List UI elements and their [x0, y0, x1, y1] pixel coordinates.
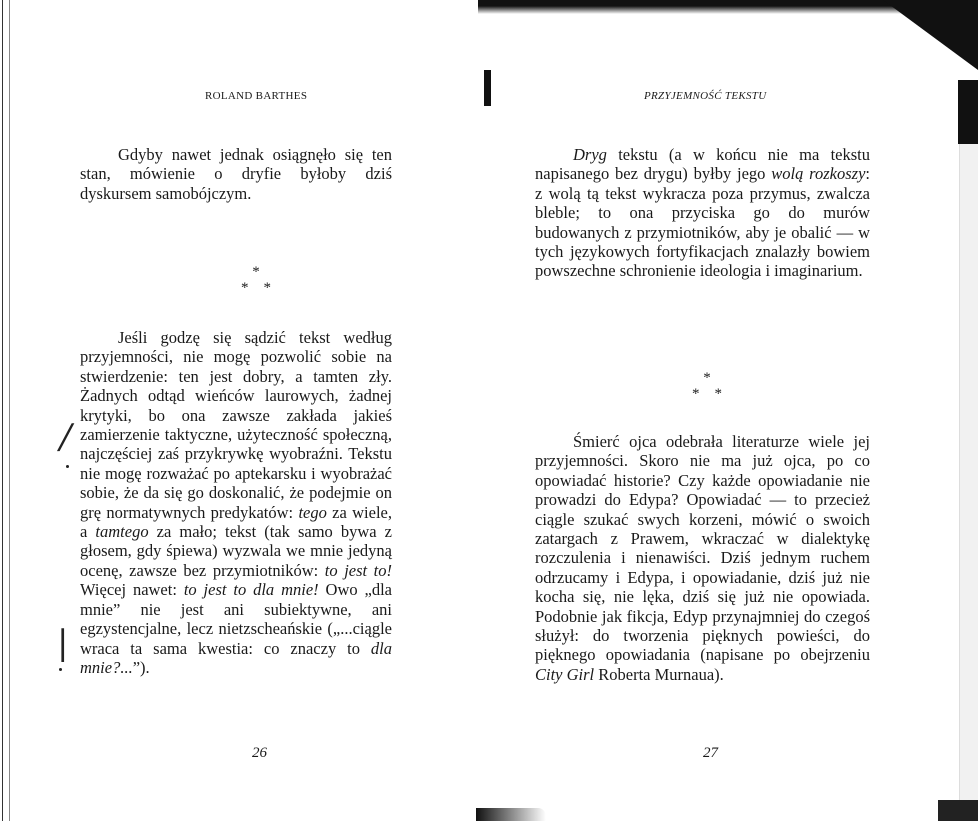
pencil-dot	[66, 465, 69, 468]
page-number-right: 27	[703, 745, 718, 761]
paragraph-smierc-ojca: Śmierć ojca odebrała literaturze wiele jej przyjemności. Skoro nie ma już ojca, po co opowiadać historie? Czy każde opowiadanie nie prowadzi do Edypa? Opowiadać — to przecież ciągle szukać swych korzeni, mówić o swoich zatargach z Prawem, wkraczać w dialektykę rozczulenia i nienawiści. Dziś jednym ruchem odrzucamy i Edypa, i opowiadanie, dziś już nie kocha się, nie lęka, dziś się już nie opowiada. Podobnie jak fikcja, Edyp przynajmniej do czegoś służył: do tworzenia pięknych powieści, do pięknego opowiadania (napisane po obejrzeniu City Girl Roberta Murnaua).	[535, 432, 870, 684]
page-number-left: 26	[252, 745, 267, 761]
running-header-author: ROLAND BARTHES	[205, 90, 308, 102]
paragraph-przyjemnosc-ocena: Jeśli godzę się sądzić tekst według przyjemności, nie mogę pozwolić sobie na stwierdzenie: ten jest dobry, a tamten zły. Żadnych odtąd wieńców laurowych, żadnej krytyki, bo ona zawsze zakłada jakieś zamierzenie taktyczne, użyteczność społeczną, najczęściej zaś przykrywkę wyobraźni. Tekstu nie mogę rozważać po aptekarsku i wyobrażać sobie, że da się go doskonalić, że podejmie on grę normatywnych predykatów: tego za wiele, a tamtego za mało; tekst (tak samo bywa z głosem, gdy śpiewa) wyzwala we mnie jedyną ocenę, zawsze bez przymiotników: to jest to! Więcej nawet: to jest to dla mnie! Owo „dla mnie” nie jest ani subiektywne, ani egzystencjalne, lecz nietzscheańskie („...ciągle wraca ta sama kwestia: co znaczy to dla mnie?...”).	[80, 328, 393, 677]
right-page	[484, 0, 978, 821]
running-header-title: PRZYJEMNOŚĆ TEKSTU	[644, 90, 767, 102]
paragraph-dryf: Gdyby nawet jednak osiągnęło się ten stan, mówienie o dryfie byłoby dziś dyskursem samobójczym.	[80, 145, 392, 203]
pencil-mark-bracket: |	[57, 623, 69, 663]
left-page	[0, 0, 480, 821]
section-break-asterisks: * * *	[241, 264, 271, 296]
pencil-dot	[59, 668, 62, 671]
pencil-mark-bracket: /	[55, 417, 76, 457]
section-break-asterisks: * * *	[692, 370, 722, 402]
paragraph-dryg-tekstu: Dryg tekstu (a w końcu nie ma tekstu napisanego bez drygu) byłby jego wolą rozkoszy: z wolą tą tekst wykracza poza przymus, zwalcza bleble; to ona przyciska go do murów budowanych z przymiotników, aby je obalić — w tych językowych fortyfikacjach znalazły bowiem powszechne schronienie ideologia i imaginarium.	[535, 145, 870, 281]
